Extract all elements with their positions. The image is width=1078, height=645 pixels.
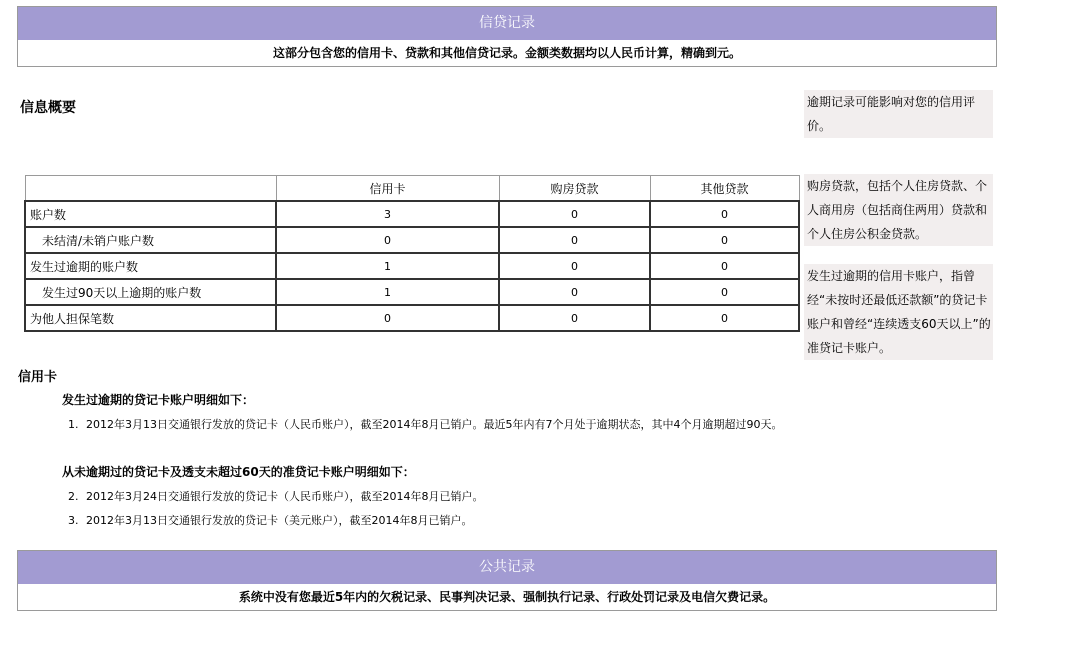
cell-credit-card: 3 — [276, 201, 499, 227]
note-overdue-card: 发生过逾期的信用卡账户，指曾经“未按时还最低还款额”的贷记卡账户和曾经“连续透支60天以上”的准贷记卡账户。 — [804, 264, 993, 360]
list-item-number: 1. — [68, 418, 79, 431]
table-row — [25, 305, 799, 331]
cell-credit-card: 0 — [276, 227, 499, 253]
row-label: 为他人担保笔数 — [25, 305, 276, 331]
note-overdue-impact: 逾期记录可能影响对您的信用评价。 — [804, 90, 993, 138]
normal-details-title: 从未逾期过的贷记卡及透支未超过60天的准贷记卡账户明细如下： — [62, 465, 415, 479]
list-item-text: 2012年3月24日交通银行发放的贷记卡（人民币账户），截至2014年8月已销户。 — [86, 490, 484, 503]
summary-header-row — [25, 176, 799, 202]
cell-housing-loan: 0 — [499, 253, 650, 279]
cell-other-loan: 0 — [650, 253, 799, 279]
cell-housing-loan: 0 — [499, 201, 650, 227]
list-item — [68, 488, 483, 504]
header-housing-loan: 购房贷款 — [499, 176, 650, 202]
cell-housing-loan: 0 — [499, 305, 650, 331]
cell-credit-card: 1 — [276, 279, 499, 305]
table-row — [25, 201, 799, 227]
header-other-loan: 其他贷款 — [650, 176, 799, 202]
public-record-section — [17, 550, 997, 611]
table-row — [25, 279, 799, 305]
cell-other-loan: 0 — [650, 227, 799, 253]
cell-housing-loan: 0 — [499, 279, 650, 305]
header-empty — [25, 176, 276, 202]
row-label: 发生过90天以上逾期的账户数 — [25, 279, 276, 305]
cell-other-loan: 0 — [650, 201, 799, 227]
credit-record-section — [17, 6, 997, 67]
list-item — [68, 512, 472, 528]
list-item-text: 2012年3月13日交通银行发放的贷记卡（美元账户），截至2014年8月已销户。 — [86, 514, 473, 527]
public-record-title: 公共记录 — [18, 551, 996, 584]
public-record-subtitle: 系统中没有您最近5年内的欠税记录、民事判决记录、强制执行记录、行政处罚记录及电信欠费记录。 — [238, 590, 776, 604]
cell-other-loan: 0 — [650, 305, 799, 331]
row-label: 未结清/未销户账户数 — [25, 227, 276, 253]
list-item-number: 2. — [68, 490, 79, 503]
credit-card-title: 信用卡 — [18, 370, 58, 385]
credit-record-subtitle: 这部分包含您的信用卡、贷款和其他信贷记录。金额类数据均以人民币计算，精确到元。 — [272, 46, 741, 60]
cell-credit-card: 0 — [276, 305, 499, 331]
list-item-text: 2012年3月13日交通银行发放的贷记卡（人民币账户），截至2014年8月已销户。最近5年内有7个月处于逾期状态，其中4个月逾期超过90天。 — [86, 418, 783, 431]
overdue-details-title: 发生过逾期的贷记卡账户明细如下： — [62, 393, 255, 407]
table-row — [25, 227, 799, 253]
header-credit-card: 信用卡 — [276, 176, 499, 202]
list-item-number: 3. — [68, 514, 79, 527]
table-row — [25, 253, 799, 279]
list-item — [68, 416, 782, 432]
overview-title: 信息概要 — [20, 100, 76, 116]
row-label: 发生过逾期的账户数 — [25, 253, 276, 279]
cell-credit-card: 1 — [276, 253, 499, 279]
row-label: 账户数 — [25, 201, 276, 227]
cell-housing-loan: 0 — [499, 227, 650, 253]
cell-other-loan: 0 — [650, 279, 799, 305]
note-housing-loan: 购房贷款，包括个人住房贷款、个人商用房（包括商住两用）贷款和个人住房公积金贷款。 — [804, 174, 993, 246]
summary-table — [24, 175, 800, 332]
credit-record-title: 信贷记录 — [18, 7, 996, 40]
